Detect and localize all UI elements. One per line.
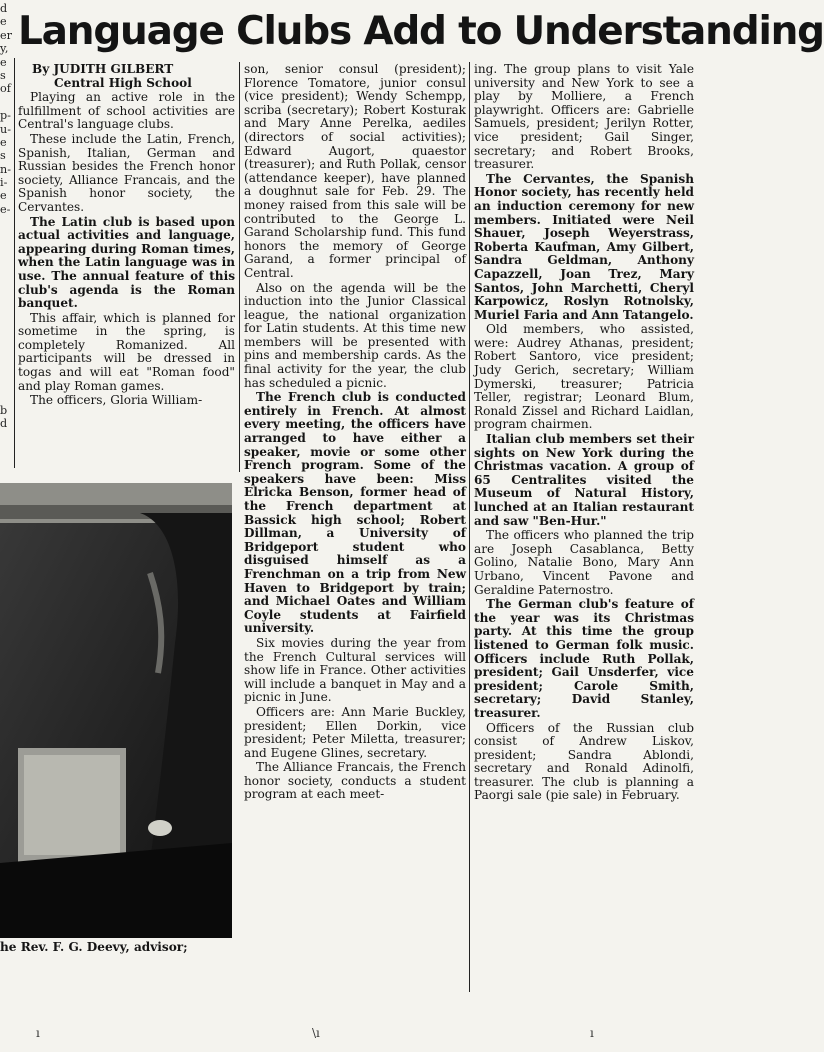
column-2-paragraphs [244,63,466,802]
paragraph: This affair, which is planned for sometime in the spring, is completely Romanized. All participants will be dressed in togas and will eat "Roman food" and play Roman games. [18,310,235,393]
edge-fragment: er [0,28,12,42]
article-column-1 [18,63,235,409]
byline: By JUDITH GILBERT [32,62,174,76]
edge-fragment [0,364,12,377]
adjacent-column-fragments [0,2,12,431]
headline: Language Clubs Add to Understanding [18,9,824,54]
edge-fragment: u- [0,122,11,136]
edge-fragment: e- [0,202,11,216]
edge-fragment [0,243,12,256]
edge-fragment: s [0,149,6,163]
edge-fragment [0,337,12,350]
photo-caption: he Rev. F. G. Deevy, advisor; [0,940,188,954]
edge-fragment: b [0,403,8,417]
edge-fragment: e [0,55,7,69]
edge-fragment [0,96,12,109]
edge-fragment: d [0,2,8,15]
edge-fragment: s [0,68,6,82]
edge-fragment: of [0,82,11,96]
paragraph: ing. The group plans to visit Yale university and New York to see a play by Molliere, a French playwright. Officers are: Gabrielle Samuels, president; Jerilyn Rotter, vice president; Gail Singer, secretary; and Robert Brooks, treasurer. [474,62,694,172]
column-rule-2 [469,62,470,992]
photo-image [0,483,232,938]
edge-fragment: d [0,417,8,431]
edge-fragment [0,256,12,269]
paragraph: Officers are: Ann Marie Buckley, president; Ellen Dorkin, vice president; Peter Miletta, treasurer; and Eugene Glines, secretary. [244,704,466,760]
column-1-paragraphs [18,91,235,408]
edge-fragment: n- [0,162,11,176]
photo [0,483,232,938]
edge-fragment: e [0,135,7,149]
school-line: Central High School [54,75,192,90]
paragraph: Six movies during the year from the French Cultural services will show life in France. Other activities will include a banquet in May and a picnic in June. [244,635,466,705]
edge-fragment: e [0,15,7,29]
edge-fragment: y, [0,42,9,56]
column-rule-1 [239,62,240,472]
paragraph: The Latin club is based upon actual activities and language, appearing during Roman times, when the Latin language was in use. The annual feature of this club's agenda is the Roman banquet. [18,214,235,311]
paragraph: Old members, who assisted, were: Audrey Athanas, president; Robert Santoro, vice president; Judy Gerich, secretary; William Dymerski, treasurer; Patricia Teller, registrar; Leonard Blum, Ronald Zissel and Richard Laidlan, program chairmen. [474,322,694,432]
paragraph: The German club's feature of the year was its Christmas party. At this time the group listened to German folk music. Officers include Ruth Pollak, president; Gail Unsderfer, vice president; Carole Smith, secretary; David Stanley, treasurer. [474,597,694,720]
bottom-mark-3: ı [590,1026,594,1040]
edge-fragment [0,377,12,390]
edge-fragment [0,390,12,403]
edge-fragment [0,323,12,336]
paragraph: The officers who planned the trip are Joseph Casablanca, Betty Golino, Natalie Bono, Mary Ann Urbano, Vincent Pavone and Geraldine Paternostro. [474,528,694,597]
edge-fragment [0,350,12,363]
paragraph: The officers, Gloria William- [30,393,203,408]
edge-fragment [0,283,12,296]
paragraph: Officers of the Russian club consist of Andrew Liskov, president; Sandra Ablondi, secretary and Ronald Adinolfi, treasurer. The club is planning a Paorgi sale (pie sale) in February. [474,720,694,803]
article-column-2 [244,63,466,803]
bottom-mark-1: ı [36,1026,40,1040]
paragraph: Also on the agenda will be the induction into the Junior Classical league, the national organization for Latin students. At this time new members will be presented with pins and membership cards. As the final activity for the year, the club has scheduled a picnic. [244,280,466,390]
edge-fragment [0,216,12,229]
edge-fragment [0,310,12,323]
edge-fragment: p- [0,109,11,123]
edge-fragment: i- [0,176,8,190]
edge-fragment [0,230,12,243]
edge-fragment [0,270,12,283]
paragraph: The Cervantes, the Spanish Honor society, has recently held an induction ceremony for new members. Initiated were Neil Shauer, Joseph Weyerstrass, Roberta Kaufman, Amy Gilbert, Sandra Geldman, Anthony Capazzell, Joan Trez, Mary Santos, John Marchetti, Cheryl Karpowicz, Roslyn Rotnolsky, Muriel Faria and Ann Tatangelo. [474,171,694,322]
paragraph: These include the Latin, French, Spanish, Italian, German and Russian besides the French honor society, Alliance Francais, and the Spanish honor society, the Cervantes. [18,131,235,214]
edge-fragment [0,297,12,310]
edge-fragment: e [0,189,7,203]
paragraph: The French club is conducted entirely in French. At almost every meeting, the officers have arranged to have either a speaker, movie or some other French program. Some of the speakers have been: Miss Elricka Benson, former head of the French department at Bassick high school; Robert Dillman, a University of Bridgeport student who disguised himself as a Frenchman on a trip from New Haven to Bridgeport by train; and Michael Oates and William Coyle students at Fairfield university. [244,390,466,636]
paragraph: Playing an active role in the fulfillment of school activities are Central's language clubs. [18,90,235,132]
column-rule-left [14,58,15,468]
paragraph: The Alliance Francais, the French honor society, conducts a student program at each meet- [244,760,466,802]
bottom-mark-2: \ı [312,1026,320,1040]
article-column-3 [474,63,694,804]
paragraph: Italian club members set their sights on New York during the Christmas vacation. A group of 65 Centralites visited the Museum of Natural History, lunched at an Italian restaurant and saw "Ben-Hur." [474,432,694,528]
paragraph: son, senior consul (president); Florence Tomatore, junior consul (vice president); Wendy Schempp, scriba (secretary); Robert Kosturak and Mary Anne Perelka, aediles (directors of social activities); Edward Augort, quaestor (treasurer); and Ruth Pollak, censor (attendance keeper), have planned a doughnut sale for Feb. 29. The money raised from this sale will be contributed to the George L. Garand Scholarship fund. This fund honors the memory of George Garand, a former principal of Central. [244,62,466,280]
column-3-paragraphs [474,63,694,803]
